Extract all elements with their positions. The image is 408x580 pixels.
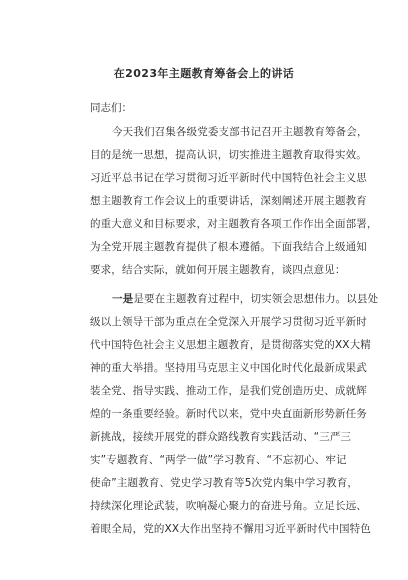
paragraph-line: 级以上领导干部为重点在全党深入开展学习贯彻习近平新时 — [90, 316, 367, 328]
paragraph-line: 今天我们召集各级党委支部书记召开主题教育筹备会， — [112, 126, 368, 138]
first-point-line — [112, 291, 378, 307]
paragraph-line: 使命”主题教育、党史学习教育等5次党内集中学习教育， — [90, 477, 359, 489]
first-point-text: 是要在主题教育过程中，切实领会思想伟力。以县处 — [133, 293, 379, 305]
paragraph-line: 着眼全局，党的XX大作出坚持不懈用习近平新时代中国特色 — [90, 523, 371, 535]
paragraph-line: 为全党开展主题教育提供了根本遵循。下面我结合上级通知 — [90, 241, 367, 253]
paragraph-line: 要求，结合实际，就如何开展主题教育，谈四点意见： — [90, 264, 346, 276]
paragraph-line: 煌的一条重要经验。新时代以来，党中央直面新形势新任务 — [90, 408, 367, 420]
paragraph-line: 持续深化理论武装，吹响凝心聚力的奋进号角。立足长远、 — [90, 500, 367, 512]
paragraph-line: 想主题教育工作会议上的重要讲话，深刻阐述开展主题教育 — [90, 195, 367, 207]
salutation: 同志们： — [90, 102, 132, 114]
paragraph-line: 代中国特色社会主义思想主题教育，是贯彻落实党的XX大精 — [90, 339, 371, 351]
paragraph-line: 的重大意义和目标要求，对主题教育各项工作作出全面部署， — [90, 218, 378, 230]
paragraph-line: 目的是统一思想，提高认识，切实推进主题教育取得实效。 — [90, 149, 367, 161]
paragraph-line: 新挑战，接续开展党的群众路线教育实践活动、“三严三 — [90, 431, 352, 443]
paragraph-line: 实”专题教育、“两学一做”学习教育、“不忘初心、牢记 — [90, 454, 347, 466]
paragraph-line: 习近平总书记在学习贯彻习近平新时代中国特色社会主义思 — [90, 172, 367, 184]
document-title: 在2023年主题教育筹备会上的讲话 — [113, 67, 295, 80]
paragraph-line: 神的重大举措。坚持用马克思主义中国化时代化最新成果武 — [90, 362, 367, 374]
paragraph-line: 装全党、指导实践、推动工作，是我们党创造历史、成就辉 — [90, 385, 367, 397]
first-point-lead: 一是 — [112, 293, 134, 305]
